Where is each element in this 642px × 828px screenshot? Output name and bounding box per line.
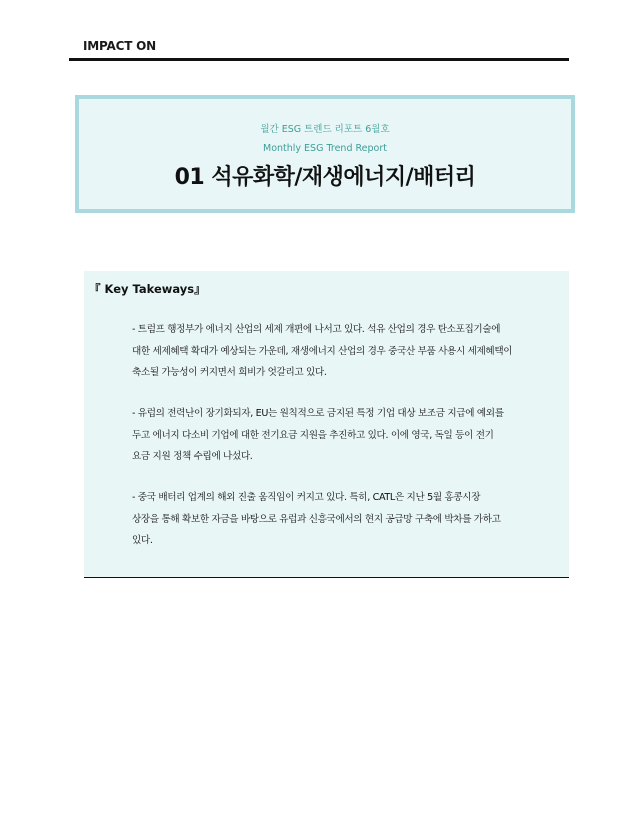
report-subtitle: Monthly ESG Trend Report: [263, 143, 387, 154]
takeaway-item: [132, 403, 564, 468]
takeaway-line: - 중국 배터리 업계의 해외 진출 움직임이 커지고 있다. 특히, CATL은 지난 5월 홍콩시장: [132, 492, 481, 503]
takeaway-line: 대한 세제혜택 확대가 예상되는 가운데, 재생에너지 산업의 경우 중국산 부품 사용시 세제혜택이: [132, 345, 513, 357]
impacton-logo: [83, 38, 156, 54]
takeaway-line: 있다.: [132, 535, 153, 546]
report-kicker: 월간 ESG 트렌드 리포트 6월호: [260, 124, 390, 135]
takeaway-line: 상장을 통해 확보한 자금을 바탕으로 유럽과 신흥국에서의 현지 공급망 구축에 박차를 가하고: [132, 513, 501, 525]
header-rule: [69, 58, 569, 61]
takeaway-item: [132, 319, 564, 384]
report-title: 01 석유화학/재생에너지/배터리: [174, 165, 476, 190]
takeaway-line: 축소될 가능성이 커지면서 희비가 엇갈리고 있다.: [132, 367, 327, 378]
takeaway-line: - 유럽의 전력난이 장기화되자, EU는 원칙적으로 금지된 특정 기업 대상 보조금 지급에 예외를: [132, 408, 504, 419]
logo-text-prefix: IMPACT: [83, 39, 133, 53]
takeaway-line: 요금 지원 정책 수립에 나섰다.: [132, 451, 253, 462]
key-takeaways-heading: 『 Key Takeways』: [89, 282, 206, 296]
report-title-box: [75, 95, 575, 213]
logo-text-suffix: ON: [136, 39, 157, 53]
takeaway-line: - 트럼프 행정부가 에너지 산업의 세제 개편에 나서고 있다. 석유 산업의 경우 탄소포집기술에: [132, 324, 501, 335]
takeaway-item: [132, 487, 564, 552]
takeaway-line: 두고 에너지 다소비 기업에 대한 전기요금 지원을 추진하고 있다. 이에 영국, 독일 등이 전기: [132, 429, 494, 441]
key-takeaways-section: [84, 271, 569, 578]
